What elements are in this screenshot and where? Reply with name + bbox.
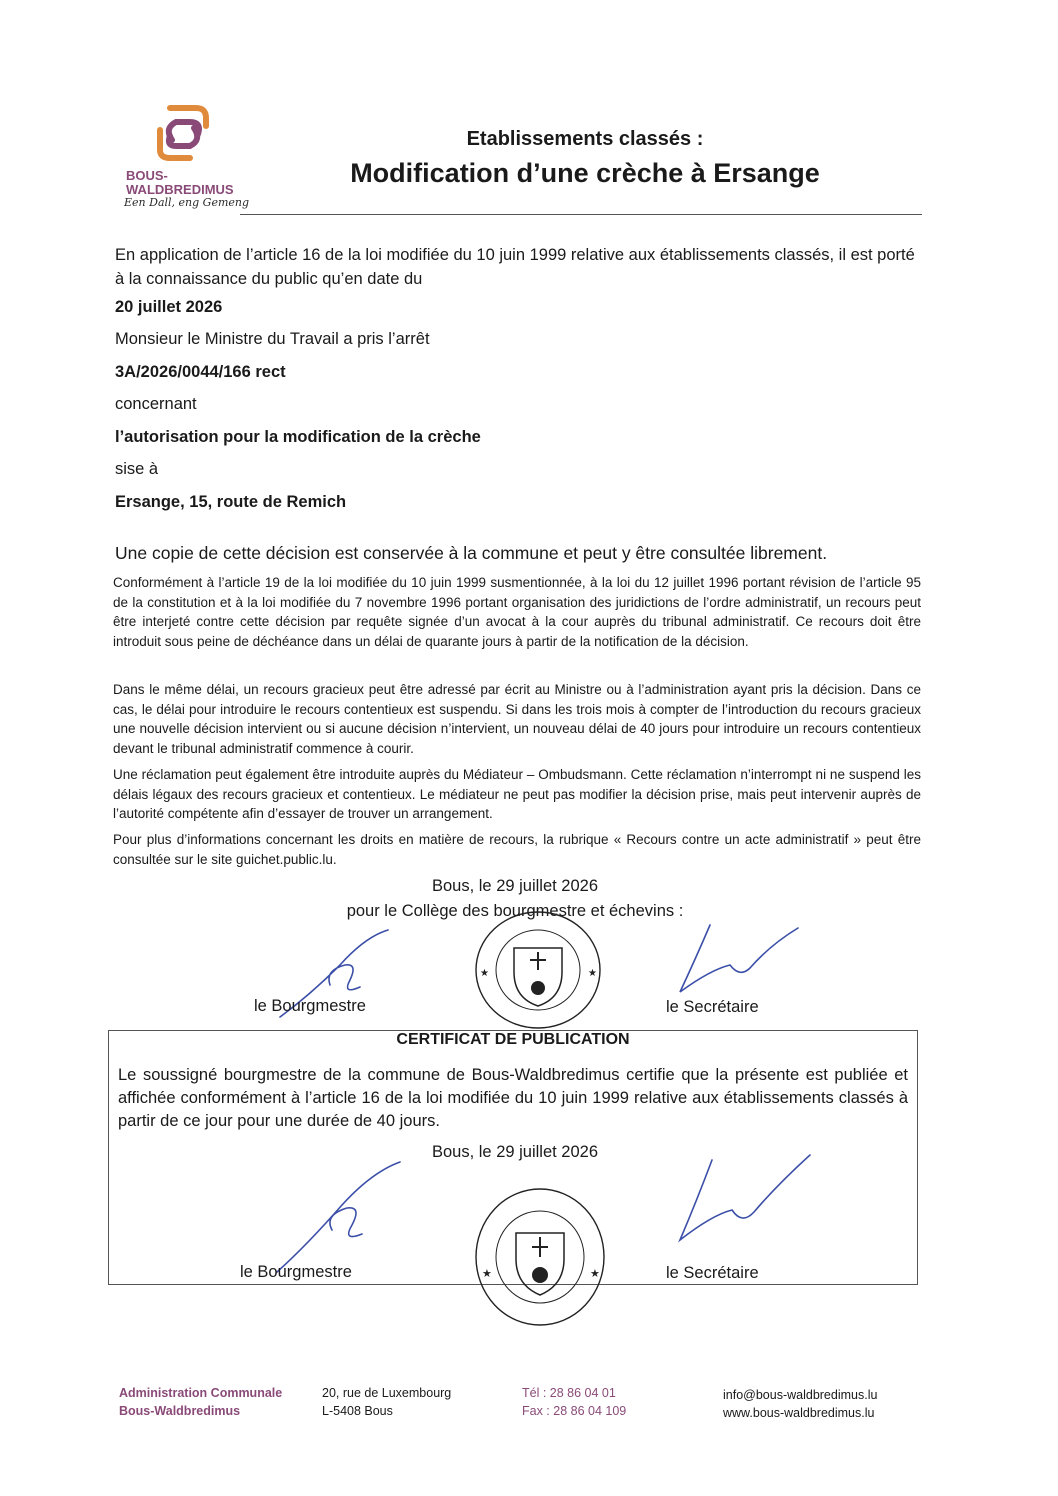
concerning-label: concernant — [115, 395, 197, 413]
appeal-paragraph-1: Conformément à l’article 19 de la loi modifiée du 10 juin 1999 susmentionnée, à la loi du 12 juillet 1996 portant révision de l’article 95 de la constitution et à la loi modifiée du 7 novembre 1996 portant organisation des juridictions de l’ordre administratif, un recours peut être interjeté contre cette décision par requête signée d’un avocat à la cour auprès du tribunal administratif. Ce recours doit être introduit sous peine de déchéance dans un délai de quarante jours à partir de la notification de la décision. — [113, 575, 921, 649]
footer-fax: Fax : 28 86 04 109 — [522, 1404, 627, 1418]
certificate-mayor-label: le Bourgmestre — [240, 1263, 352, 1281]
certificate-place-date: Bous, le 29 juillet 2026 — [431, 1143, 599, 1161]
certificate-mayor-signature-icon — [262, 1160, 412, 1280]
certificate-secretary-signature-icon — [672, 1150, 822, 1250]
footer-street: 20, rue de Luxembourg — [322, 1386, 452, 1400]
decision-reference: 3A/2026/0044/166 rect — [115, 363, 286, 381]
footer-phone — [522, 1384, 626, 1420]
footer-contact — [723, 1386, 877, 1422]
logo-wordmark — [126, 169, 234, 197]
footer-organisation — [119, 1384, 282, 1420]
logo-name-line2: WALDBREDIMUS — [126, 182, 234, 197]
mayor-label: le Bourgmestre — [254, 997, 366, 1015]
svg-text:★: ★ — [588, 968, 597, 979]
logo-name-line1: BOUS- — [126, 168, 168, 183]
header-divider — [240, 214, 922, 215]
decision-date: 20 juillet 2026 — [115, 298, 223, 316]
svg-text:★: ★ — [480, 968, 489, 979]
svg-text:★: ★ — [590, 1268, 600, 1280]
certificate-title: CERTIFICAT DE PUBLICATION — [396, 1031, 630, 1048]
copy-notice: Une copie de cette décision est conservée à la commune et peut y être consultée librement. — [115, 543, 828, 563]
appeal-paragraph-4: Pour plus d’informations concernant les droits en matière de recours, la rubrique « Recours contre un acte administratif » peut être consultée sur le site guichet.public.lu. — [113, 832, 921, 867]
site-address: Ersange, 15, route de Remich — [115, 493, 347, 511]
appeal-paragraph-3: Une réclamation peut également être introduite auprès du Médiateur – Ombudsmann. Cette réclamation n’interrompt ni ne suspend les délais légaux des recours gracieux et contentieux. Le médiateur ne peut pas modifier la décision prise, mais peut intervenir auprès de l’autorité compétente afin d’essayer de trouver un arrangement. — [113, 767, 921, 821]
footer-org-line1: Administration Communale — [119, 1386, 283, 1400]
certificate-text: Le soussigné bourgmestre de la commune de Bous-Waldbredimus certifie que la présente est publiée et affichée conformément à l’article 16 de la loi modifiée du 10 juin 1999 relative aux établissements classés à partir de ce jour pour une durée de 40 jours. — [118, 1066, 908, 1130]
decision-subject: l’autorisation pour la modification de la crèche — [115, 428, 481, 446]
footer-email-link[interactable]: info@bous-waldbredimus.lu — [723, 1388, 878, 1402]
document-subtitle: Etablissements classés : — [466, 128, 704, 150]
footer-org-line2: Bous-Waldbredimus — [119, 1404, 241, 1418]
college-on-behalf: pour le Collège des bourgmestre et échevins : — [346, 902, 684, 920]
located-label: sise à — [115, 460, 159, 478]
document-title: Modification d’une crèche à Ersange — [350, 158, 820, 188]
appeal-paragraph-2: Dans le même délai, un recours gracieux peut être adressé par écrit au Ministre ou à l’administration ayant pris la décision. Dans ce cas, le délai pour introduire le recours contentieux est suspendu. Si dans les trois mois à compter de l’introduction du recours gracieux une nouvelle décision intervient ou si aucune décision n’intervient, un nouveau délai de 40 jours pour introduire un recours contentieux devant le tribunal administratif commence à courir. — [113, 682, 921, 756]
intro-paragraph: En application de l’article 16 de la loi modifiée du 10 juin 1999 relative aux établissements classés, il est porté à la connaissance du public qu’en date du — [115, 246, 915, 288]
certificate-seal-icon — [470, 1185, 610, 1335]
minister-line: Monsieur le Ministre du Travail a pris l’arrêt — [115, 330, 430, 348]
logo-motto: Een Dall, eng Gemeng — [124, 196, 250, 209]
secretary-signature-icon — [670, 920, 810, 1000]
municipal-seal-icon — [468, 910, 608, 1030]
footer-postal: L-5408 Bous — [322, 1404, 393, 1418]
certificate-secretary-label: le Secrétaire — [666, 1264, 759, 1282]
municipality-logo-icon — [150, 100, 216, 166]
svg-text:★: ★ — [482, 1268, 492, 1280]
secretary-label: le Secrétaire — [666, 998, 759, 1016]
footer-website-link[interactable]: www.bous-waldbredimus.lu — [723, 1406, 875, 1420]
footer-address — [322, 1384, 451, 1420]
footer-tel: Tél : 28 86 04 01 — [522, 1386, 616, 1400]
signature-place-date: Bous, le 29 juillet 2026 — [431, 877, 599, 895]
